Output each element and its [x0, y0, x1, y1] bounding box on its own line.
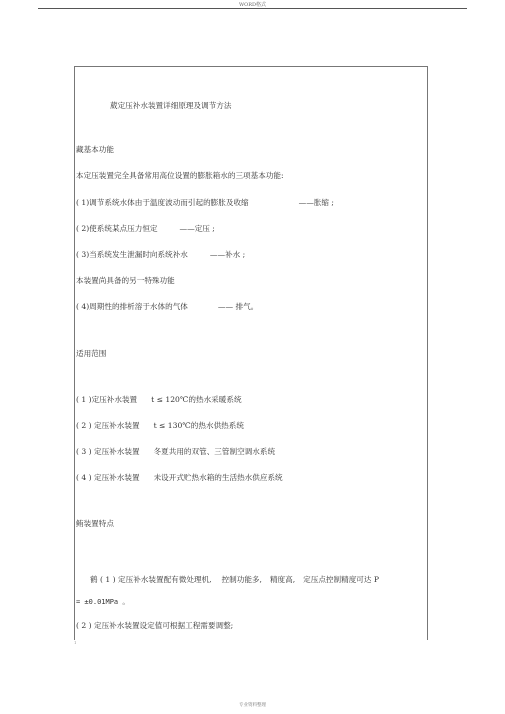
function-item-4-text: ( 4)周期性的排析溶于水体的气体	[76, 302, 188, 311]
function-item-1-tag: ——胀缩 ;	[298, 198, 334, 207]
extra-function-paragraph: 本装置尚具备的另一特殊功能	[76, 276, 175, 285]
feature-item-1-part-d: 定压点控制精度可达 P	[303, 575, 380, 584]
scope-item-3-desc: 冬夏共用的双管、三管制空调水系统	[153, 447, 276, 456]
scope-item-4	[76, 472, 283, 483]
function-item-2-text: ( 2)使系统某点压力恒定	[76, 224, 158, 233]
function-item-3	[76, 249, 245, 260]
scope-item-2	[76, 420, 244, 431]
function-item-1-text: ( 1)调节系统水体由于温度波动而引起的膨胀及收缩	[76, 198, 249, 207]
scope-item-2-label: ( 2 ) 定压补水装置	[76, 421, 140, 430]
intro-paragraph: 本定压装置完全具备常用高位设置的膨胀箱水的三项基本功能:	[76, 171, 284, 180]
scope-item-1	[76, 394, 242, 405]
feature-item-1	[90, 574, 379, 585]
feature-item-1-part-c: 精度高,	[269, 575, 296, 584]
section-heading-basic-functions: 藏基本功能	[76, 145, 114, 154]
doc-title: 葳定压补水装置详细原理及调节方法	[110, 101, 232, 110]
feature-item-1-part-b: 控制功能多,	[221, 575, 262, 584]
header-rule	[38, 8, 467, 9]
scope-item-4-label: ( 4 ) 定压补水装置	[76, 473, 140, 482]
section-heading-features: 鲔装置特点	[76, 519, 114, 528]
function-item-3-tag: ——补水 ;	[209, 250, 246, 259]
scope-item-3	[76, 446, 275, 457]
function-item-4-tag: —— 排气。	[217, 302, 259, 311]
function-item-3-text: ( 3)当系统发生泄漏时向系统补水	[76, 250, 188, 259]
scope-item-1-label: ( 1 )定压补水装置	[76, 395, 138, 404]
page-header-text: WORD格式	[238, 2, 266, 8]
scope-item-1-desc: t ≤ 120℃的热水采暖系统	[151, 395, 242, 404]
feature-item-1-continued: = ±0.01MPa 。	[76, 598, 130, 606]
function-item-2	[76, 223, 215, 234]
feature-item-1-part-a: 鹤 ( 1 ) 定压补水装置配有微处理机,	[90, 575, 212, 584]
page-marker: 1	[74, 640, 77, 645]
function-item-4	[76, 301, 258, 312]
feature-item-2: ( 2 ) 定压补水装置设定值可根据工程需要调整;	[76, 621, 234, 630]
section-heading-scope: 适用范围	[76, 349, 107, 358]
content-frame	[74, 66, 428, 640]
scope-item-3-label: ( 3 ) 定压补水装置	[76, 447, 140, 456]
function-item-2-tag: ——定压 ;	[179, 224, 215, 233]
scope-item-4-desc: 未设开式贮热水箱的生活热水供应系统	[153, 473, 283, 482]
scope-item-2-desc: t ≤ 130℃的热水供热系统	[153, 421, 244, 430]
function-item-1	[76, 197, 334, 208]
page-footer-text: 专业资料整理	[239, 703, 266, 708]
